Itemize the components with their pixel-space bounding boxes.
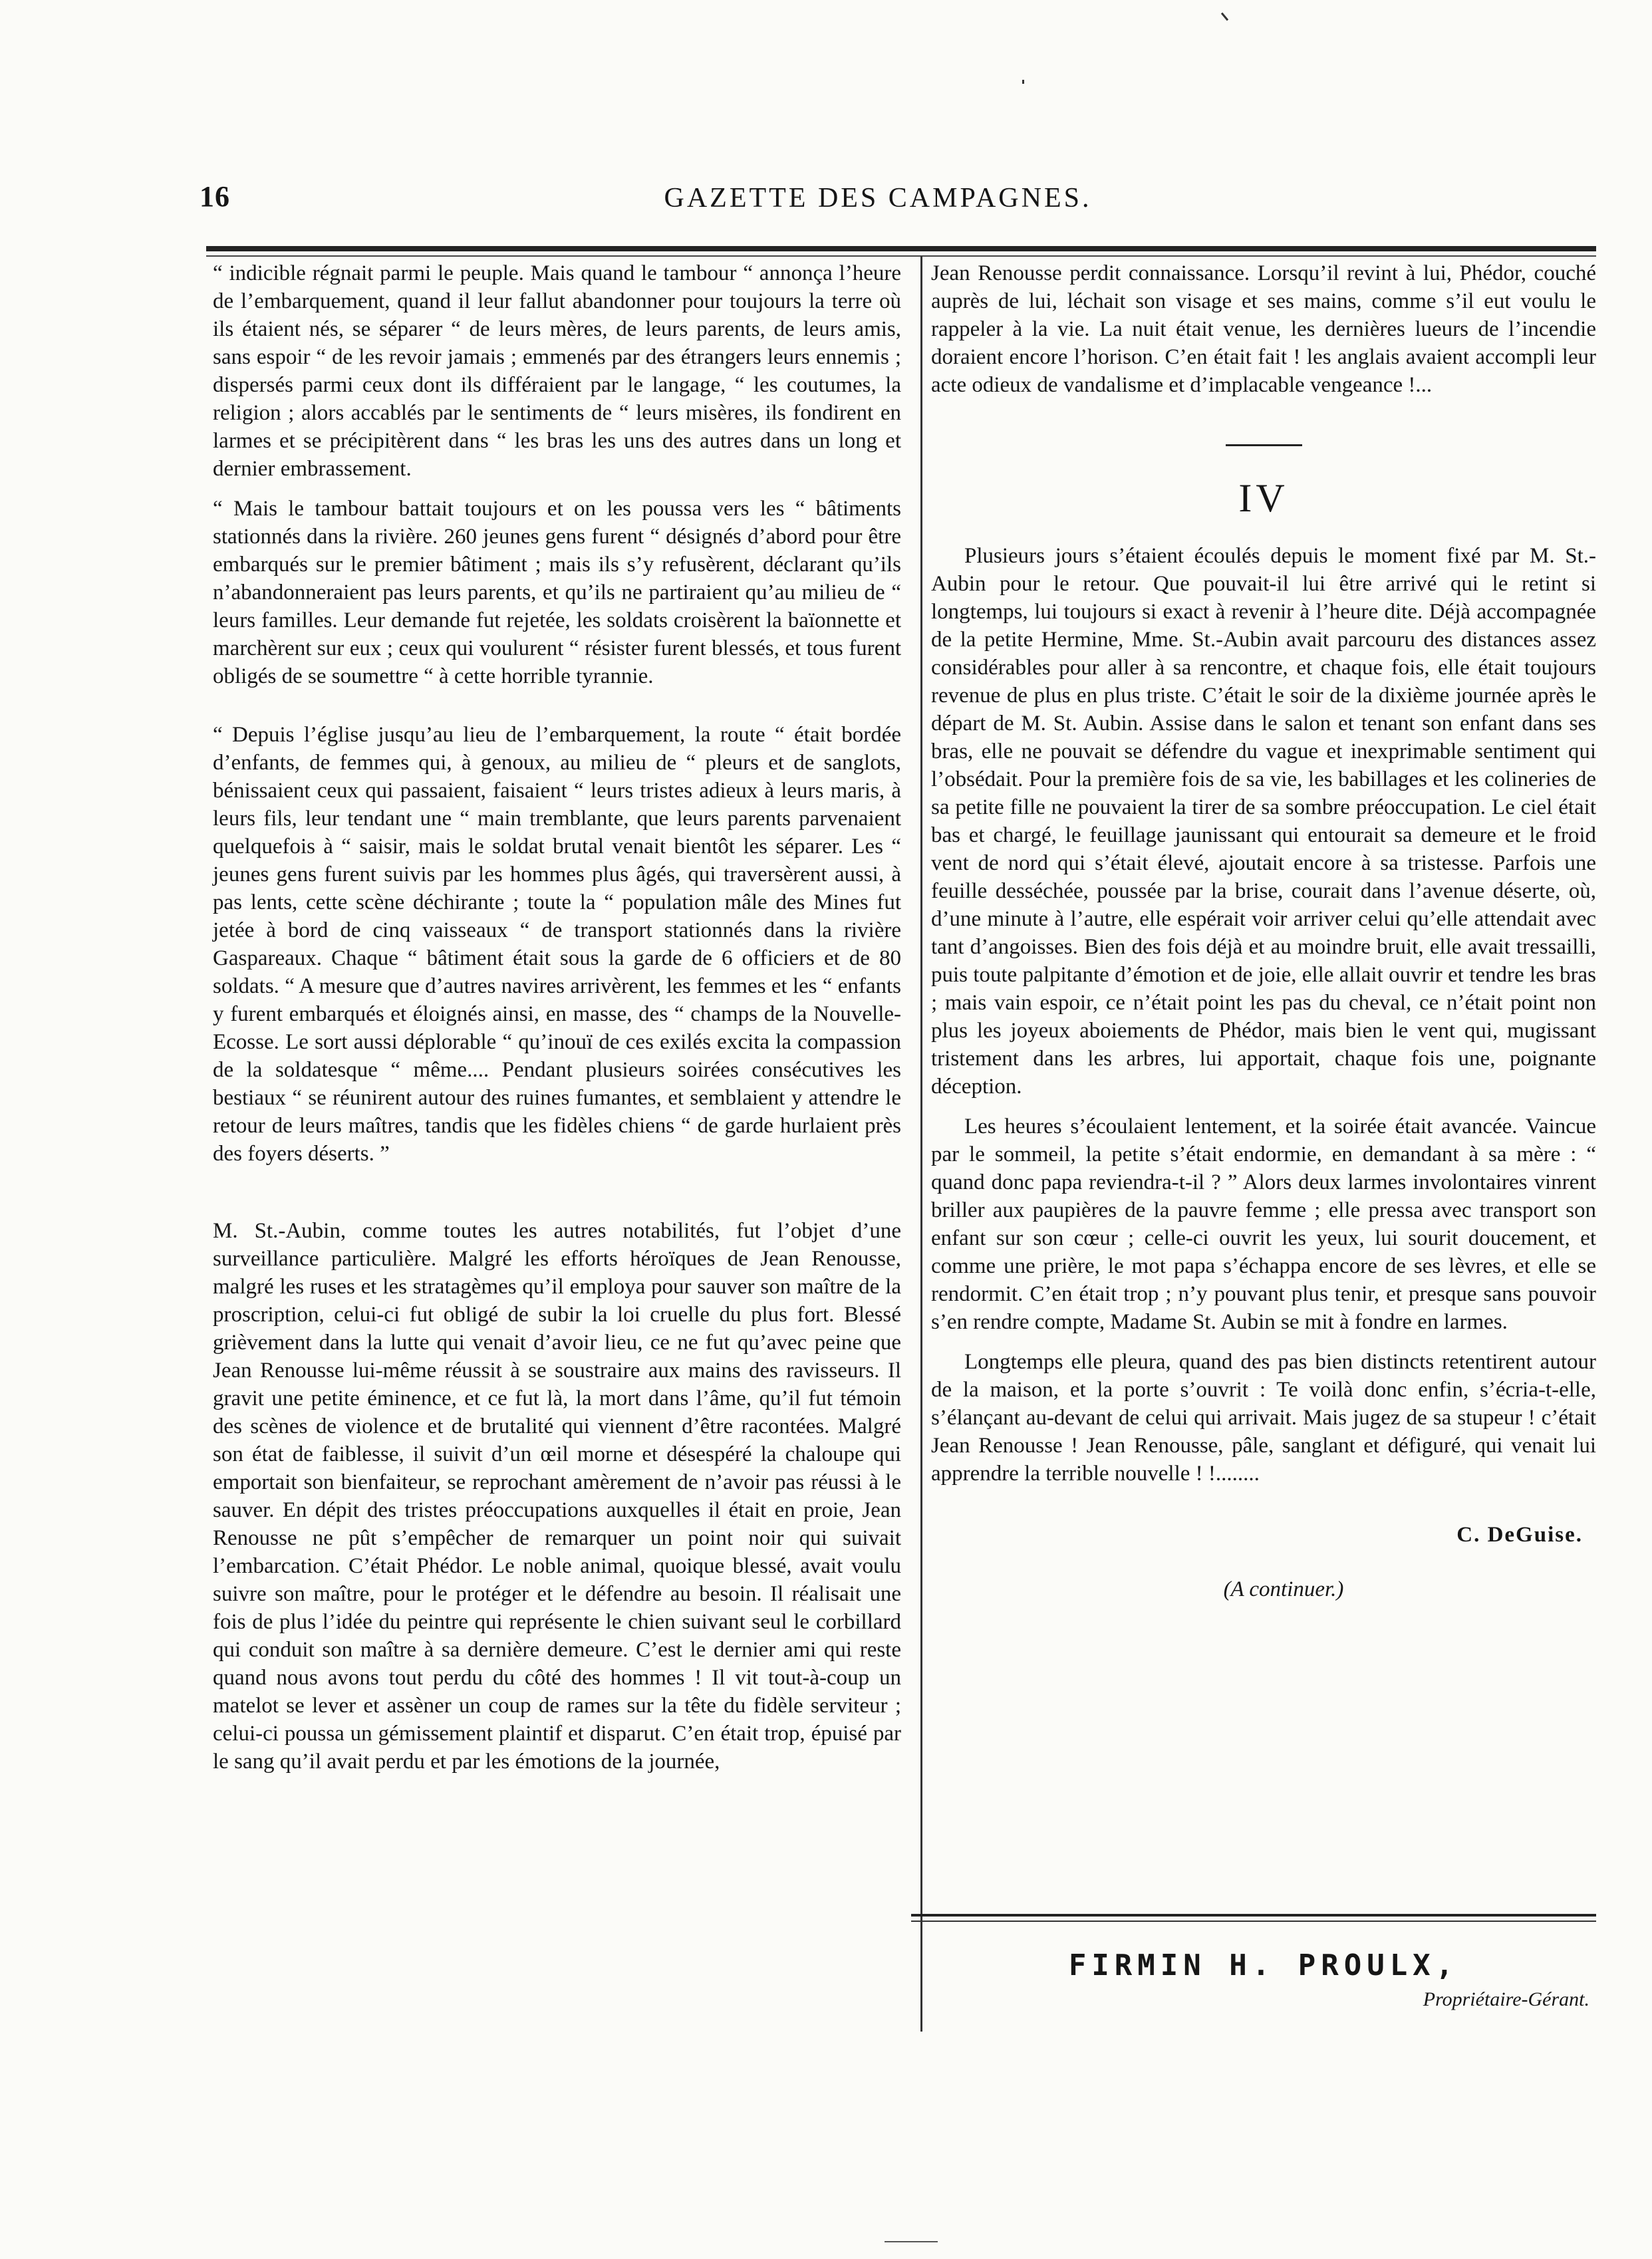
- quote-paragraph-1: “ indicible régnait parmi le peuple. Mais quand le tambour “ annonça l’heure de l’embarquement, quand il leur fallut abandonner pour toujours la terre où ils étaient nés, se séparer “ de leurs mères, de leurs parents, de leurs amis, sans espoir “ de les revoir jamais ; emmenés par des étrangers leurs ennemis ; dispersés parmi ceux dont ils différaient par le langage, “ les coutumes, la religion ; alors accablés par le sentiments de “ leurs misères, ils fondirent en larmes et se précipitèrent dans “ les bras les uns des autres dans un long et dernier embrassement.: [213, 261, 901, 481]
- page-title: GAZETTE DES CAMPAGNES.: [664, 183, 1092, 213]
- story-paragraph-5: Longtemps elle pleura, quand des pas bien distincts retentirent autour de la maison, et la porte s’ouvrit : Te voilà donc enfin, s’écria-t-elle, s’élançant au-devant de celui qui arrivait. Mais jugez de sa stupeur ! c’était Jean Renousse ! Jean Renousse, pâle, sanglant et défiguré, qui venait lui apprendre la terrible nouvelle ! !........: [931, 1350, 1596, 1486]
- quote-paragraph-2: “ Mais le tambour battait toujours et on les poussa vers les “ bâtiments stationnés dans la rivière. 260 jeunes gens furent “ désignés d’abord pour être embarqués sur le premier bâtiment ; mais ils s’y refusèrent, déclarant qu’ils n’abandonneraient pas leurs parents, et qu’ils ne partiraient qu’au milieu de “ leurs familles. Leur demande fut rejetée, les soldats croisèrent la baïonnette et marchèrent sur eux ; ceux qui voulurent “ résister furent blessés, et tous furent obligés de se soumettre “ à cette horrible tyrannie.: [213, 497, 901, 688]
- header-rule: [206, 246, 1596, 251]
- story-paragraph-2: Jean Renousse perdit connaissance. Lorsqu’il revint à lui, Phédor, couché auprès de lui, léchait son visage et ses mains, comme s’il eut voulu le rappeler à la vie. La nuit était venue, les dernières lueurs de l’incendie doraient encore l’horison. C’en était fait ! les anglais avaient accompli leur acte odieux de vandalisme et d’implacable vengeance !...: [931, 261, 1596, 397]
- story-paragraph-1: M. St.-Aubin, comme toutes les autres notabilités, fut l’objet d’une surveillance particulière. Malgré les efforts héroïques de Jean Renousse, malgré les ruses et les stratagèmes qu’il employa pour sauver son maître de la proscription, celui-ci fut obligé de subir la loi cruelle du plus fort. Blessé grièvement dans la lutte qui venait d’avoir lieu, ce ne fut qu’avec peine que Jean Renousse lui-même réussit à se soustraire aux mains des ravisseurs. Il gravit une petite éminence, et ce fut là, la mort dans l’âme, qu’il fut témoin des scènes de violence et de brutalité qui viennent d’être racontées. Malgré son état de faiblesse, il suivit d’un œil morne et désespéré la chaloupe qui emportait son bienfaiteur, se reprochant amèrement de n’avoir pas réussi à le sauver. En dépit des tristes préoccupations auxquelles il était en proie, Jean Renousse ne pût s’empêcher de remarquer un point noir qui suivait l’embarcation. C’était Phédor. Le noble animal, quoique blessé, avait voulu suivre son maître, pour le protéger et le défendre au besoin. Il réalisait une fois de plus l’idée du peintre qui représente le chien suivant seul le corbillard qui conduit son maître à sa dernière demeure. C’est le dernier ami qui reste quand nous avons tout perdu du côté des hommes ! Il vit tout-à-coup un matelot se lever et assèner un coup de rames sur la tête du fidèle serviteur ; celui-ci poussa un gémissement plaintif et disparut. C’en était trop, épuisé par le sang qu’il avait perdu et par les émotions de la journée,: [213, 1219, 901, 1774]
- right-column: [931, 259, 1596, 1603]
- section-divider: [1226, 444, 1302, 446]
- print-speck: [1022, 80, 1024, 84]
- print-speck: [885, 2241, 938, 2242]
- page-header: [160, 180, 1596, 226]
- header-rule-thin: [206, 255, 1596, 257]
- footer-rule: [911, 1914, 1596, 1917]
- print-speck: [1221, 13, 1228, 21]
- left-column: [213, 259, 901, 1788]
- story-paragraph-3: Plusieurs jours s’étaient écoulés depuis le moment fixé par M. St.-Aubin pour le retour. Que pouvait-il lui être arrivé qui le retint si longtemps, lui toujours si exact à revenir à l’heure dite. Déjà accompagnée de la petite Hermine, Mme. St.-Aubin avait parcouru des distances assez considérables pour aller à sa rencontre, et chaque fois, elle était toujours revenue de plus en plus triste. C’était le soir de la dixième journée après le départ de M. St. Aubin. Assise dans le salon et tenant son enfant dans ses bras, elle ne pouvait se défendre du vague et inexprimable sentiment qui l’obsédait. Pour la première fois de sa vie, les babillages et les colineries de sa petite fille ne pouvaient la tirer de sa sombre préoccupation. Le ciel était bas et chargé, le feuillage jaunissant qui entourait sa demeure et le froid vent de nord qui s’était élevé, ajoutait encore à sa tristesse. Parfois une feuille desséchée, poussée par la brise, courait dans l’avenue déserte, où, d’une minute à l’autre, elle espérait voir arriver celui qu’elle attendait avec tant d’angoisses. Bien des fois déjà et au moindre bruit, elle avait tressailli, puis toute palpitante d’émotion et de joie, elle allait ouvrir et tendre les bras ; mais vain espoir, ce n’était point les pas du cheval, ce n’était point non plus les joyeux aboiements de Phédor, mais bien le vent qui, mugissant tristement dans les arbres, lui apportait, chaque fois une, poignante déception.: [931, 544, 1596, 1099]
- publisher-role: Propriétaire-Gérant.: [1423, 1988, 1589, 2010]
- section-heading: IV: [1238, 476, 1289, 520]
- page-number: 16: [200, 180, 230, 213]
- story-paragraph-4: Les heures s’écoulaient lentement, et la soirée était avancée. Vaincue par le sommeil, la petite s’était endormie, en demandant à sa mère : “ quand donc papa reviendra-t-il ? ” Alors deux larmes involontaires vinrent briller aux paupières de la pauvre femme ; elle pressa avec transport son enfant sur son cœur ; celle-ci ouvrit les yeux, lui sourit doucement, et comme une prière, le mot papa s’échappa encore de ses lèvres, et elle se rendormit. C’en était trop ; n’y pouvant plus tenir, et presque sans pouvoir s’en rendre compte, Madame St. Aubin se mit à fondre en larmes.: [931, 1115, 1596, 1334]
- to-be-continued-note: (A continuer.): [1223, 1577, 1344, 1601]
- column-divider: [920, 256, 922, 2032]
- publisher-name: FIRMIN H. PROULX,: [1068, 1948, 1459, 1982]
- footer-rule-thin: [911, 1921, 1596, 1922]
- author-signature: C. DeGuise.: [1456, 1523, 1583, 1547]
- quote-paragraph-3: “ Depuis l’église jusqu’au lieu de l’embarquement, la route “ était bordée d’enfants, de femmes qui, à genoux, au milieu de “ pleurs et de sanglots, bénissaient ceux qui passaient, faisaient “ leurs tristes adieux à leurs maris, à leurs fils, leur tendant une “ main tremblante, que leurs parents parvenaient quelquefois à “ saisir, mais le soldat brutal venait bientôt les séparer. Les “ jeunes gens furent suivis par les hommes plus âgés, qui traversèrent aussi, à pas lents, cette scène déchirante ; toute la “ population mâle des Mines fut jetée à bord de cinq vaisseaux “ de transport stationnés dans la rivière Gaspareaux. Chaque “ bâtiment était sous la garde de 6 officiers et de 80 soldats. “ A mesure que d’autres navires arrivèrent, les femmes et les “ enfants y furent embarqués et éloignés ainsi, en masse, des “ champs de la Nouvelle-Ecosse. Le sort aussi déplorable “ qu’inouï de ces exilés excita la compassion de la soldatesque “ même.... Pendant plusieurs soirées consécutives les bestiaux “ se réunirent autour des ruines fumantes, et semblaient y attendre le retour de leurs maîtres, tandis que les fidèles chiens “ de garde hurlaient près des foyers déserts. ”: [213, 723, 901, 1166]
